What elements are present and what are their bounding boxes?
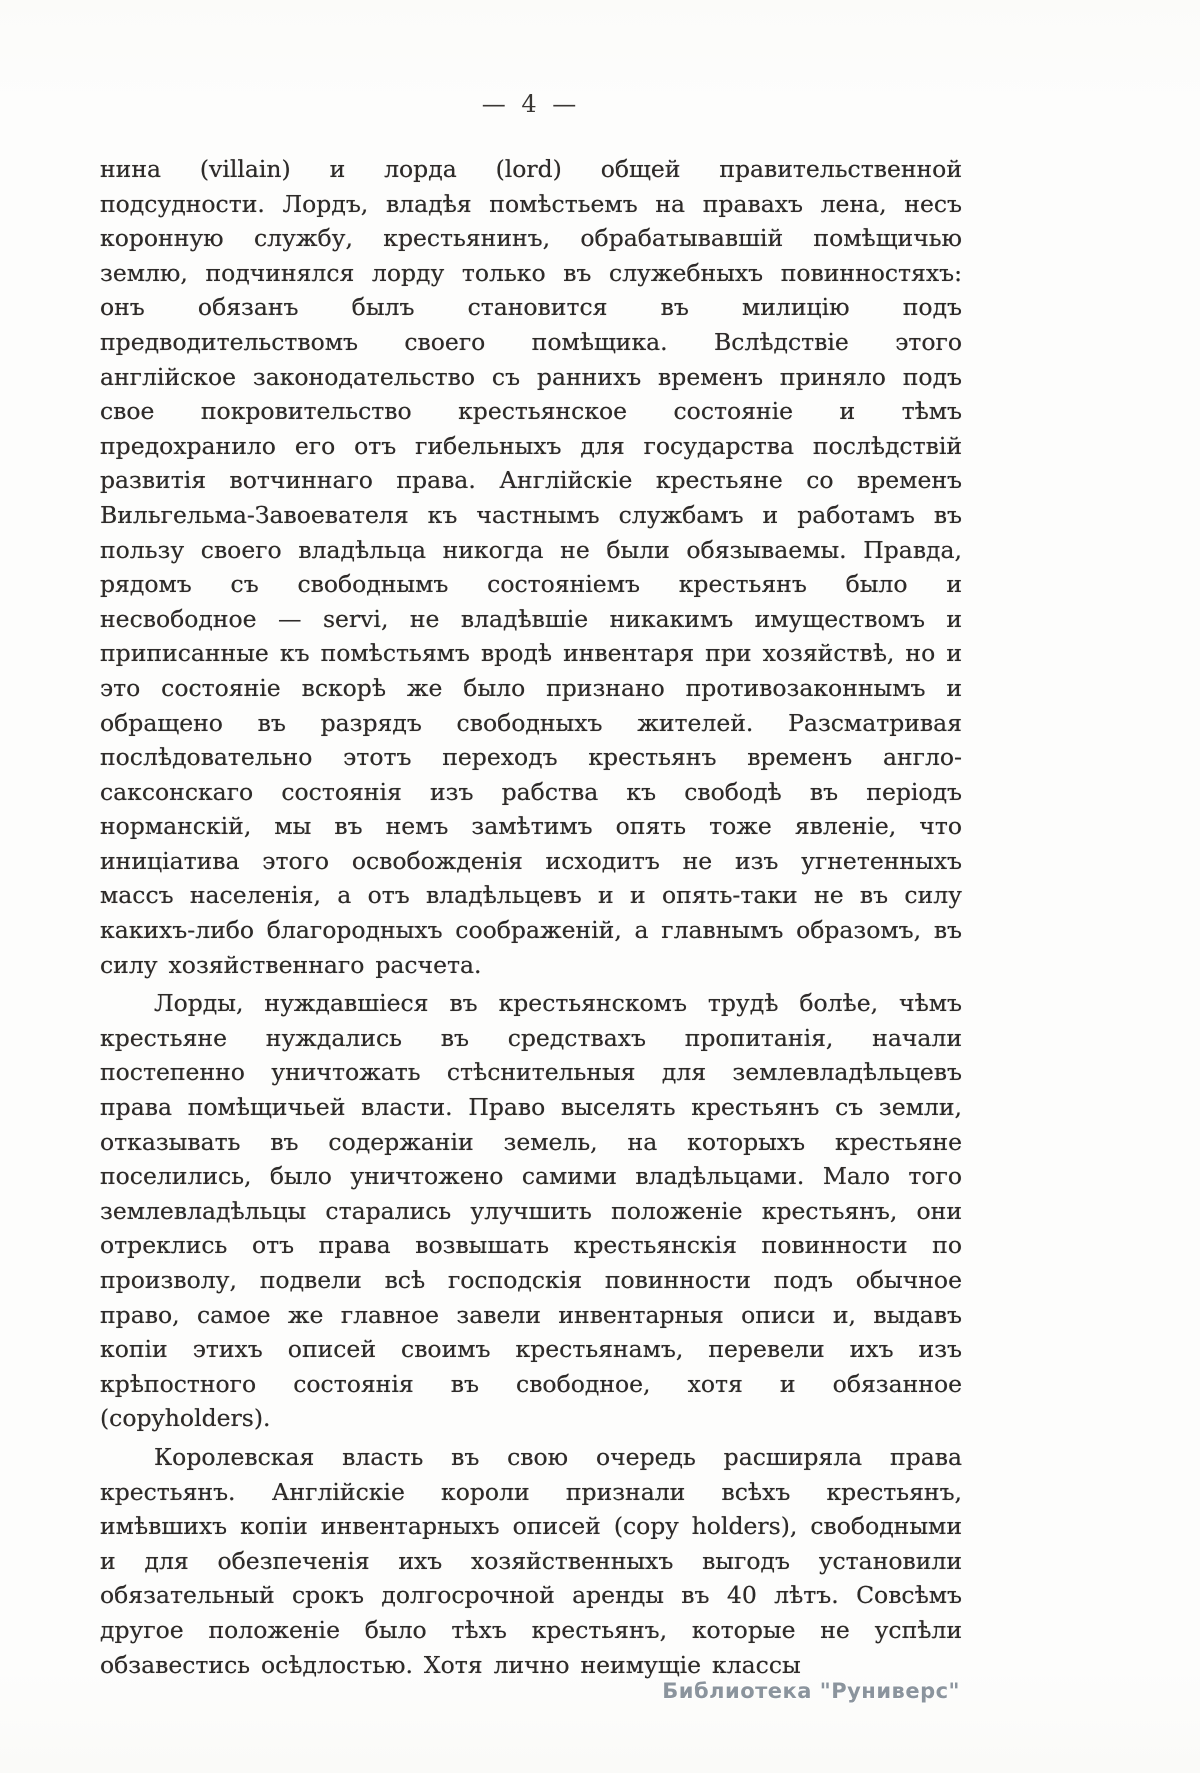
- library-watermark: Библиотека "Руниверс": [662, 1679, 960, 1703]
- paragraph-continuation: нина (villain) и лорда (lord) общей правительственной подсудности. Лордъ, владѣя помѣстьемъ на правахъ лена, несъ коронную службу, крестьянинъ, обрабатывавшій помѣщичью землю, подчинялся лорду только въ служебныхъ повинностяхъ: онъ обязанъ былъ становится въ милицію подъ предводительствомъ своего помѣщика. Вслѣдствіе этого англійское законодательство съ раннихъ временъ приняло подъ свое покровительство крестьянское состояніе и тѣмъ предохранило его отъ гибельныхъ для государства послѣдствій развитія вотчиннаго права. Англійскіе крестьяне со временъ Вильгельма-Завоевателя къ частнымъ службамъ и работамъ въ пользу своего владѣльца никогда не были обязываемы. Правда, рядомъ съ свободнымъ состояніемъ крестьянъ было и несвободное — servi, не владѣвшіе никакимъ имуществомъ и приписанные къ помѣстьямъ вродѣ инвентаря при хозяйствѣ, но и это состояніе вскорѣ же было признано противозаконнымъ и обращено въ разрядъ свободныхъ жителей. Разсматривая послѣдовательно этотъ переходъ крестьянъ временъ англо-саксонскаго состоянія изъ рабства къ свободѣ въ періодъ норманскій, мы въ немъ замѣтимъ опять тоже явленіе, что иниціатива этого освобожденія исходитъ не изъ угнетенныхъ массъ населенія, а отъ владѣльцевъ и и опять-таки не въ силу какихъ-либо благородныхъ соображеній, а главнымъ образомъ, въ силу хозяйственнаго расчета.: [100, 155, 962, 979]
- page-text-block: [100, 152, 962, 1686]
- page-number-header: — 4 —: [481, 90, 581, 118]
- paragraph-lords: Лорды, нуждавшіеся въ крестьянскомъ трудѣ болѣе, чѣмъ крестьяне нуждались въ средствахъ пропитанія, начали постепенно уничтожать стѣснительныя для землевладѣльцевъ права помѣщичьей власти. Право выселять крестьянъ съ земли, отказывать въ содержаніи земель, на которыхъ крестьяне поселились, было уничтожено самими владѣльцами. Мало того землевладѣльцы старались улучшить положеніе крестьянъ, они отреклись отъ права возвышать крестьянскія повинности по произволу, подвели всѣ господскія повинности подъ обычное право, самое же главное завели инвентарныя описи и, выдавъ копіи этихъ описей своимъ крестьянамъ, перевели ихъ изъ крѣпостного состоянія въ свободное, хотя и обязанное (copyholders).: [100, 989, 962, 1433]
- paragraph-royal-power: Королевская власть въ свою очередь расширяла права крестьянъ. Англійскіе короли признали всѣхъ крестьянъ, имѣвшихъ копіи инвентарныхъ описей (copy holders), свободными и для обезпеченія ихъ хозяйственныхъ выгодъ установили обязательный срокъ долгосрочной аренды въ 40 лѣтъ. Совсѣмъ другое положеніе было тѣхъ крестьянъ, которые не успѣли обзавестись осѣдлостью. Хотя лично неимущіе классы: [100, 1442, 962, 1679]
